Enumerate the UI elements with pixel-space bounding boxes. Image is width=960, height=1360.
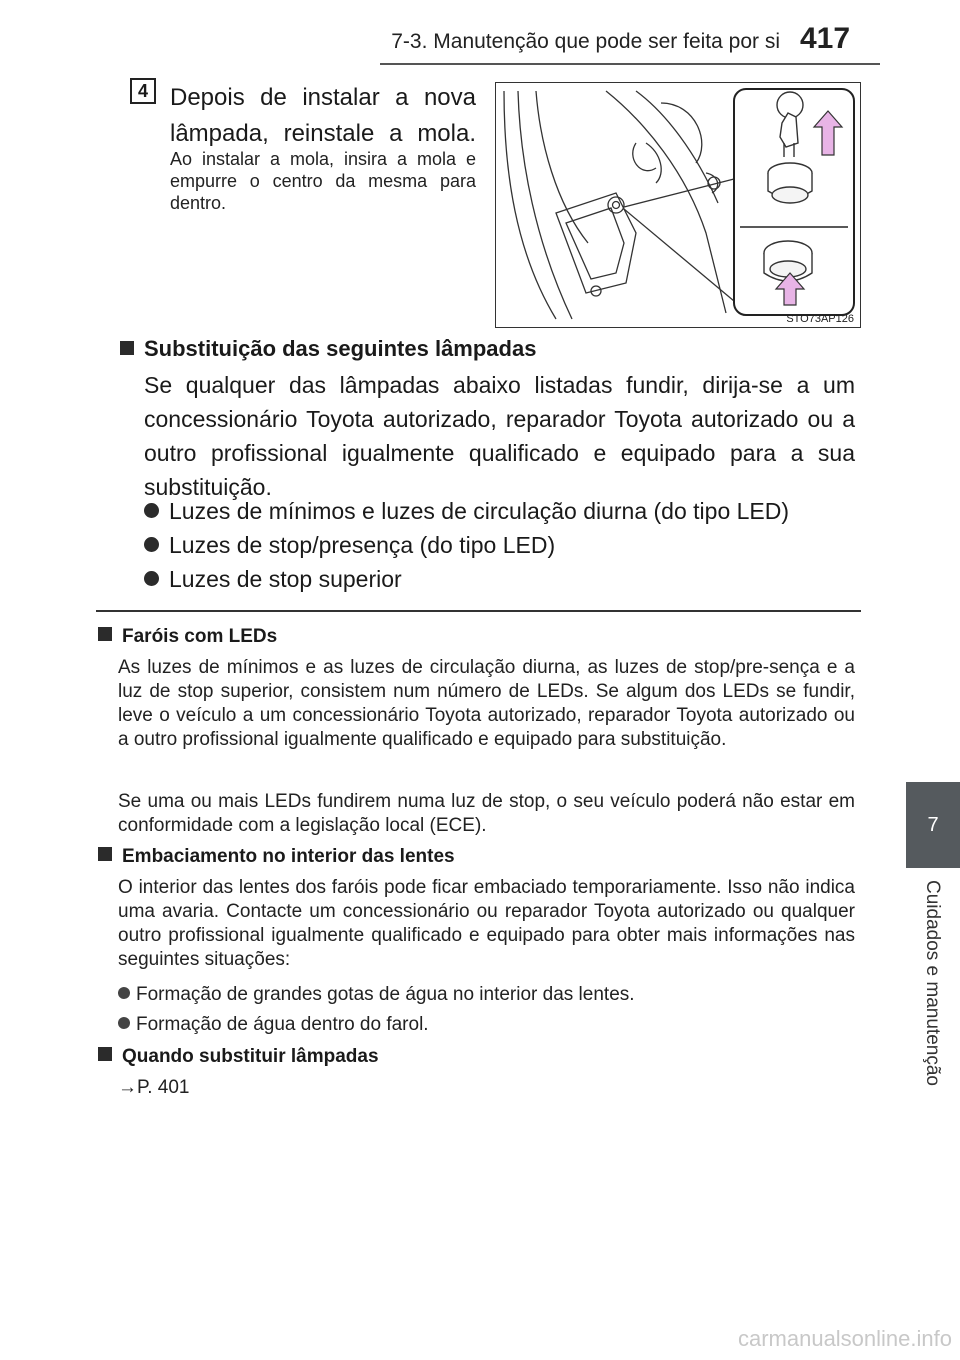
illustration-drawing <box>496 83 862 329</box>
step-instruction-text: Depois de instalar a nova lâmpada, reinstale a mola. <box>170 84 476 147</box>
square-bullet-icon <box>98 847 112 861</box>
bullet-dot-icon <box>118 1017 130 1029</box>
note-list-item-text: Formação de água dentro do farol. <box>136 1014 429 1035</box>
square-bullet-icon <box>98 1047 112 1061</box>
note-title-led <box>98 626 277 648</box>
note-title-fogging <box>98 846 455 868</box>
step-note: Ao instalar a mola, insira a mola e empurre o centro da mesma para dentro. <box>170 149 476 213</box>
note-title-text: Faróis com LEDs <box>122 626 278 647</box>
bullet-dot-icon <box>118 987 130 999</box>
list-item-text: Luzes de stop/presença (do tipo LED) <box>169 532 556 558</box>
section-title <box>120 336 536 362</box>
note-list-item <box>118 1014 429 1036</box>
bullet-dot-icon <box>144 503 159 518</box>
note-list-item-text: Formação de grandes gotas de água no interior das lentes. <box>136 984 635 1005</box>
list-item <box>144 566 402 593</box>
header-section-title: 7-3. Manutenção que pode ser feita por si <box>391 30 780 53</box>
list-item-text: Luzes de mínimos e luzes de circulação diurna (do tipo LED) <box>169 498 790 524</box>
note-title-text: Embaciamento no interior das lentes <box>122 846 455 867</box>
chapter-label: Cuidados e manutenção <box>922 880 943 1086</box>
note-paragraph: O interior das lentes dos faróis pode ficar embaciado temporariamente. Isso não indica uma avaria. Contacte um concessionário ou reparador Toyota autorizado ou qualquer outro profissional igualmente qualificado e equipado para obter mais informações nas seguintes situações: <box>118 877 855 970</box>
note-paragraph: Se uma ou mais LEDs fundirem numa luz de stop, o seu veículo poderá não estar em conformidade com a legislação local (ECE). <box>118 791 855 836</box>
note-title-replace <box>98 1046 379 1068</box>
section-title-text: Substituição das seguintes lâmpadas <box>144 336 537 361</box>
page-reference-link[interactable]: →P. 401 <box>118 1077 190 1098</box>
square-bullet-icon <box>98 627 112 641</box>
section-divider <box>96 610 861 612</box>
note-title-text: Quando substituir lâmpadas <box>122 1046 379 1067</box>
page-number: 417 <box>800 22 851 55</box>
chapter-number: 7 <box>927 813 939 836</box>
list-item <box>144 532 555 559</box>
square-bullet-icon <box>120 341 134 355</box>
section-body: Se qualquer das lâmpadas abaixo listadas fundir, dirija-se a um concessionário Toyota autorizado, reparador Toyota autorizado ou a outro profissional igualmente qualificado e equipado para a sua substituição. <box>144 372 855 500</box>
bullet-dot-icon <box>144 537 159 552</box>
watermark: carmanualsonline.info <box>737 1326 952 1351</box>
bullet-dot-icon <box>144 571 159 586</box>
figure-id: STO73AP126 <box>786 313 854 325</box>
header-rule <box>380 63 880 65</box>
note-paragraph: As luzes de mínimos e as luzes de circulação diurna, as luzes de stop/pre-sença e a luz de stop superior, consistem num número de LEDs. Se algum dos LEDs se fundir, leve o veículo a um concessionário Toyota autorizado, reparador Toyota autorizado ou a outro profissional igualmente qualificado e equipado para substituição. <box>118 657 855 750</box>
chapter-tab[interactable] <box>906 782 960 868</box>
list-item <box>144 498 789 525</box>
list-item-text: Luzes de stop superior <box>169 566 402 592</box>
illustration-headlight-spring <box>495 82 861 328</box>
note-list-item <box>118 984 635 1006</box>
step-number-badge: 4 <box>130 78 156 104</box>
